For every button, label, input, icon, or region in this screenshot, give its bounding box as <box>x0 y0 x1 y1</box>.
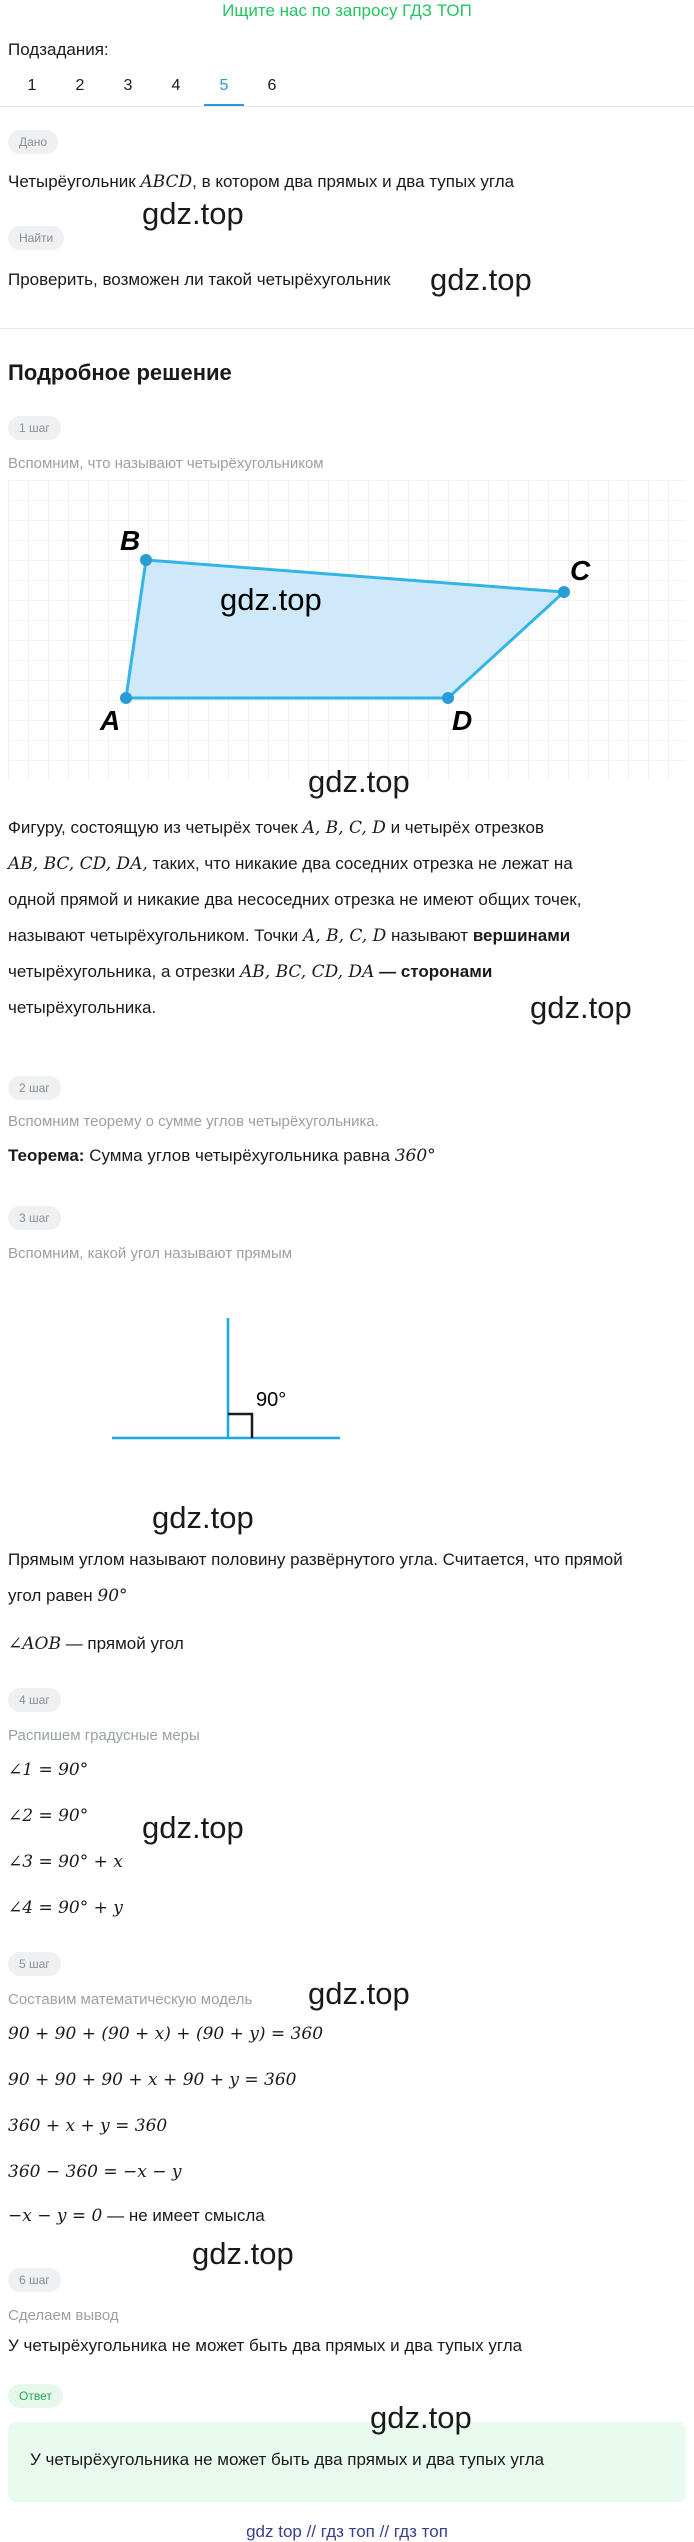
angle-1-equation: ∠1 = 90° <box>8 1760 89 1780</box>
vertex-b-label: B <box>120 525 141 556</box>
dash: — <box>379 962 397 981</box>
given-text-after: , в котором два прямых и два тупых угла <box>192 172 515 191</box>
theorem-value: 360° <box>394 1146 436 1166</box>
step-6-intro: Сделаем вывод <box>8 2307 119 2324</box>
divider <box>0 328 694 329</box>
watermark: gdz.top <box>370 2400 472 2435</box>
model-equation-5 <box>8 2198 678 2234</box>
vertex-a-label: A <box>100 705 121 736</box>
find-badge: Найти <box>8 226 64 250</box>
vertex-b: B <box>325 818 339 838</box>
vertex-list: A, B, C, D <box>302 818 386 838</box>
step-1-text: четырёхугольника, а отрезки <box>8 962 236 981</box>
angle-label: 90° <box>256 1389 287 1411</box>
tab-2[interactable]: 2 <box>75 77 85 94</box>
vertex-d-point <box>442 692 454 704</box>
step-3-badge: 3 шаг <box>8 1206 61 1230</box>
watermark: gdz.top <box>308 1976 410 2011</box>
step-2-intro: Вспомним теорему о сумме углов четырёхугольника. <box>8 1113 379 1130</box>
vertex-a: A <box>302 818 315 838</box>
theorem-text: Сумма углов четырёхугольника равна <box>89 1146 390 1165</box>
segments-math: AB, BC, CD, DA, <box>8 854 148 874</box>
segments-math: AB, BC, CD, DA <box>240 962 375 982</box>
angle-4-equation: ∠4 = 90° + y <box>8 1898 123 1918</box>
watermark: gdz.top <box>308 764 410 799</box>
step-2-theorem <box>8 1138 678 1174</box>
step-1-line-1 <box>8 810 678 846</box>
subtasks-label: Подзадания: <box>8 40 109 59</box>
right-angle-mark <box>228 1414 252 1438</box>
answer-box <box>8 2422 686 2502</box>
tab-5[interactable]: 5 <box>200 66 248 106</box>
step-3-text: — прямой угол <box>65 1634 184 1653</box>
sides-term: сторонами <box>400 962 493 981</box>
answer-text: У четырёхугольника не может быть два прямых и два тупых угла <box>30 2450 545 2469</box>
vertex-c-label: C <box>570 555 591 586</box>
final-equation: −x − y = 0 <box>8 2206 103 2226</box>
step-5-intro: Составим математическую модель <box>8 1991 253 2008</box>
step-1-line-4 <box>8 918 678 954</box>
model-equation-3: 360 + x + y = 360 <box>8 2116 168 2136</box>
vertices-term: вершинами <box>472 926 571 945</box>
tab-1[interactable]: 1 <box>27 77 37 94</box>
no-sense-note: — не имеет смысла <box>107 2206 265 2225</box>
step-1-intro: Вспомним, что называют четырёхугольником <box>8 455 324 472</box>
watermark: gdz.top <box>142 1810 244 1845</box>
given-text-before: Четырёугольник <box>8 172 136 191</box>
step-4-badge: 4 шаг <box>8 1688 61 1712</box>
watermark: gdz.top <box>220 582 322 617</box>
step-1-badge: 1 шаг <box>8 416 61 440</box>
angle-aob: ∠AOB <box>8 1634 61 1654</box>
step-1-line-2 <box>8 846 678 882</box>
search-banner[interactable]: Ищите нас по запросу ГДЗ ТОП <box>222 1 472 20</box>
given-text <box>8 164 678 200</box>
theorem-label: Теорема: <box>8 1146 85 1165</box>
step-1-text: таких, что никакие два соседних отрезка не лежат на <box>152 854 573 873</box>
watermark: gdz.top <box>530 990 632 1025</box>
vertex-c: C <box>349 926 362 946</box>
ninety-degrees: 90° <box>97 1586 128 1606</box>
solution-title: Подробное решение <box>8 360 232 385</box>
step-3-line-2 <box>8 1578 678 1614</box>
step-1-text: называют четырёхугольником. Точки <box>8 926 299 945</box>
step-1-line-3: одной прямой и никакие два несоседних отрезка не имеют общих точек, <box>8 890 582 909</box>
angle-3-equation: ∠3 = 90° + x <box>8 1852 123 1872</box>
step-1-text: называют <box>390 926 469 945</box>
step-6-conclusion: У четырёхугольника не может быть два прямых и два тупых угла <box>8 2336 523 2355</box>
vertex-a-point <box>120 692 132 704</box>
model-equation-2: 90 + 90 + 90 + x + 90 + y = 360 <box>8 2070 297 2090</box>
subtask-tabs <box>8 66 296 106</box>
step-1-line-5 <box>8 954 678 990</box>
angle-2-equation: ∠2 = 90° <box>8 1806 89 1826</box>
tab-3[interactable]: 3 <box>123 77 133 94</box>
right-angle-figure <box>100 1310 360 1450</box>
model-equation-1: 90 + 90 + (90 + x) + (90 + y) = 360 <box>8 2024 324 2044</box>
step-1-text: Фигуру, состоящую из четырёх точек <box>8 818 298 837</box>
step-3-line-3 <box>8 1626 678 1662</box>
vertex-d-label: D <box>452 705 473 736</box>
watermark: gdz.top <box>430 262 532 297</box>
vertex-a: A <box>302 926 316 946</box>
divider <box>0 106 694 107</box>
watermark: gdz.top <box>192 2236 294 2271</box>
vertex-b: B <box>326 926 339 946</box>
footer-links[interactable]: gdz top // гдз топ // гдз топ <box>246 2522 448 2541</box>
given-badge: Дано <box>8 130 58 154</box>
step-1-text: и четырёх отрезков <box>390 818 544 837</box>
vertex-d: D <box>372 818 386 838</box>
find-text: Проверить, возможен ли такой четырёхугольник <box>8 270 391 289</box>
answer-badge: Ответ <box>8 2384 63 2408</box>
model-equation-4: 360 − 360 = −x − y <box>8 2162 182 2182</box>
step-4-intro: Распишем градусные меры <box>8 1727 200 1744</box>
vertex-d: D <box>372 926 387 946</box>
step-3-intro: Вспомним, какой угол называют прямым <box>8 1245 293 1262</box>
vertex-c: C <box>348 818 362 838</box>
step-2-badge: 2 шаг <box>8 1076 61 1100</box>
vertex-b-point <box>140 554 152 566</box>
given-math: ABCD <box>140 172 193 192</box>
vertex-c-point <box>558 586 570 598</box>
watermark: gdz.top <box>152 1500 254 1535</box>
step-1-line-6: четырёхугольника. <box>8 998 157 1017</box>
step-5-badge: 5 шаг <box>8 1952 61 1976</box>
watermark: gdz.top <box>142 196 244 231</box>
step-3-text: угол равен <box>8 1586 93 1605</box>
step-3-line-1: Прямым углом называют половину развёрнутого угла. Считается, что прямой <box>8 1550 623 1569</box>
quadrilateral-figure <box>8 480 686 780</box>
vertex-list: A, B, C, D <box>302 926 387 946</box>
tab-4[interactable]: 4 <box>171 77 181 94</box>
step-6-badge: 6 шаг <box>8 2268 61 2292</box>
tab-6[interactable]: 6 <box>267 77 277 94</box>
